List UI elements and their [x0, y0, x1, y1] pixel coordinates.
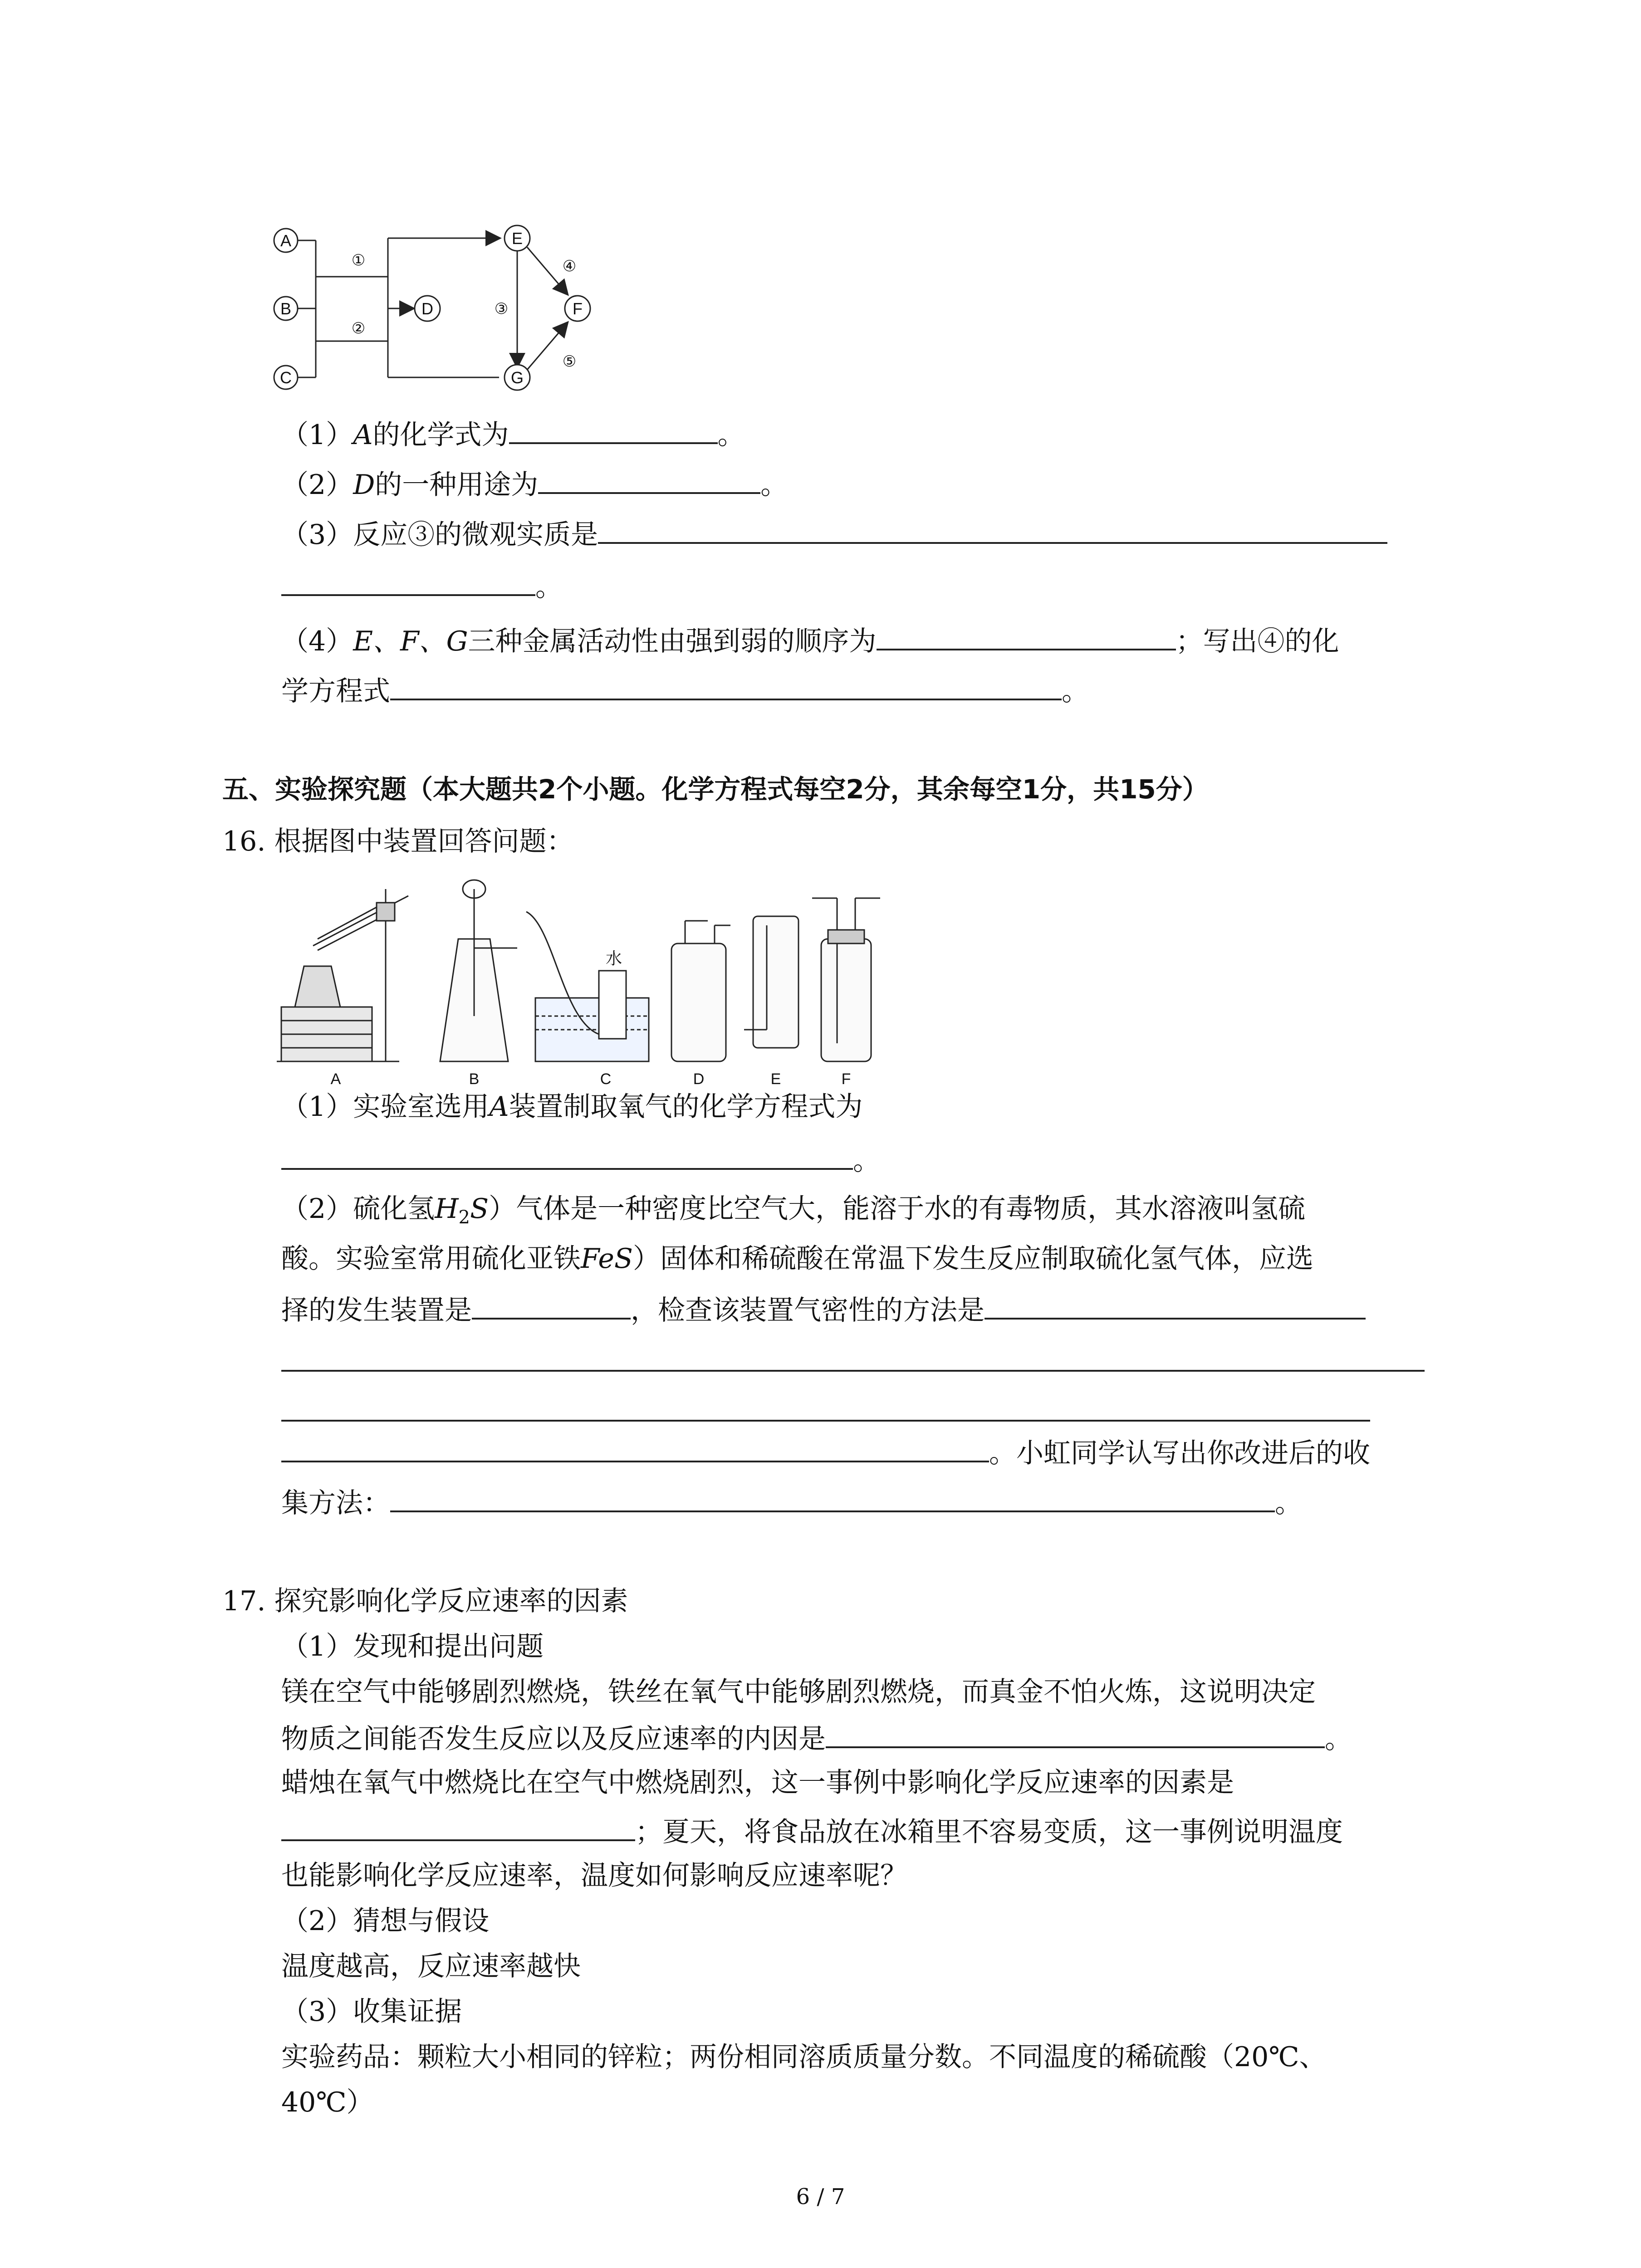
- answer-blank[interactable]: [877, 621, 1176, 650]
- q16-part2-l7-prefix: 集方法：: [281, 1487, 390, 1519]
- h2s-subscript: 2: [458, 1207, 470, 1228]
- apparatus-label-e: E: [770, 1070, 781, 1088]
- water-label: 水: [606, 949, 622, 968]
- q15-part4-mid: ；写出④的化: [1176, 626, 1339, 657]
- q15-part2-var: D: [353, 469, 375, 501]
- answer-blank[interactable]: [509, 415, 718, 444]
- node-f: F: [573, 299, 583, 318]
- reaction-diagram: [272, 213, 635, 408]
- q15-part4-cont: [281, 671, 1089, 709]
- q16-part2-l2-prefix: 酸。实验室常用硫化亚铁: [281, 1243, 581, 1275]
- answer-blank[interactable]: [390, 1483, 1275, 1512]
- q15-part4-line2: 学方程式: [281, 675, 390, 707]
- answer-line[interactable]: [281, 1420, 1370, 1422]
- q16-part2-line7: [281, 1483, 1302, 1521]
- q15-part3-end: 。: [535, 571, 563, 603]
- q16-part1-var: A: [489, 1091, 509, 1123]
- q17-l6: 温度越高，反应速率越快: [281, 1950, 581, 1982]
- section-5-title: 五、实验探究题（本大题共2个小题。化学方程式每空2分，其余每空1分，共15分）: [222, 774, 1209, 805]
- q15-part1: [281, 415, 745, 453]
- q17-number: 17.: [222, 1585, 266, 1617]
- q15-part1-var: A: [353, 419, 373, 451]
- q17-stem: [222, 1583, 628, 1619]
- q15-part1-text: 的化学式为: [372, 419, 509, 451]
- q15-part4-end: 。: [1062, 675, 1089, 707]
- q16-part2-line6: [281, 1433, 1370, 1471]
- q15-part3-cont: [281, 567, 563, 605]
- answer-blank[interactable]: [281, 567, 535, 596]
- q17-l1: 镁在空气中能够剧烈燃烧，铁丝在氧气中能够剧烈燃烧，而真金不怕火炼，这说明决定: [281, 1676, 1316, 1708]
- q17-l4: [281, 1812, 1343, 1850]
- q17-l2-prefix: 物质之间能否发生反应以及反应速率的内因是: [281, 1723, 826, 1755]
- q15-part3: [281, 515, 1387, 553]
- node-g: G: [510, 368, 524, 387]
- q17-s1: （1）发现和提出问题: [281, 1631, 544, 1662]
- q15-part2-prefix: （2）: [281, 469, 353, 501]
- answer-blank[interactable]: [281, 1141, 853, 1170]
- answer-line[interactable]: [281, 1370, 1425, 1372]
- answer-blank[interactable]: [472, 1290, 631, 1320]
- q16-stem: [222, 823, 574, 860]
- q16-part2-l3-mid: ，检查该装置气密性的方法是: [631, 1295, 985, 1326]
- node-b: B: [280, 299, 292, 318]
- page-number: 6 / 7: [796, 2184, 845, 2209]
- q17-l5: 也能影响化学反应速率，温度如何影响反应速率呢？: [281, 1860, 907, 1892]
- q15-part1-prefix: （1）: [281, 419, 353, 451]
- node-a: A: [280, 231, 292, 250]
- q16-part2-l1-text: ）气体是一种密度比空气大，能溶于水的有毒物质，其水溶液叫氢硫: [489, 1193, 1306, 1225]
- q15-part1-end: 。: [717, 419, 745, 451]
- answer-blank[interactable]: [598, 515, 1387, 544]
- apparatus-label-b: B: [469, 1070, 480, 1088]
- q17-s3: （3）收集证据: [281, 1996, 462, 2028]
- q16-part2-l7-end: 。: [1275, 1487, 1302, 1519]
- fes-formula: FeS: [581, 1243, 633, 1275]
- q16-stem-text: 根据图中装置回答问题：: [274, 826, 574, 857]
- q16-part1-cont: [281, 1141, 880, 1179]
- q16-part2-l3-prefix: 择的发生装置是: [281, 1295, 472, 1326]
- apparatus-label-c: C: [600, 1070, 612, 1088]
- answer-blank[interactable]: [281, 1433, 989, 1462]
- q16-part1-prefix: （1）实验室选用: [281, 1091, 490, 1123]
- q15-part4-text: 三种金属活动性由强到弱的顺序为: [468, 626, 877, 657]
- q15-part2-end: 。: [760, 469, 788, 501]
- q17-l8: 40℃）: [281, 2087, 374, 2118]
- h2s-h: H: [435, 1193, 459, 1225]
- reaction-1-label: ①: [351, 252, 366, 269]
- answer-blank[interactable]: [390, 671, 1062, 700]
- reaction-2-label: ②: [351, 320, 366, 337]
- h2s-s: S: [470, 1193, 489, 1225]
- lab-apparatus-figure: [272, 871, 930, 1089]
- q16-number: 16.: [222, 826, 266, 857]
- q17-l2: [281, 1719, 1352, 1757]
- q16-part1-end: 。: [853, 1145, 880, 1177]
- apparatus-label-a: A: [330, 1070, 341, 1088]
- q15-part4-vars: E、F、G: [353, 626, 468, 657]
- reaction-3-label: ③: [494, 300, 509, 318]
- answer-blank[interactable]: [826, 1719, 1325, 1748]
- answer-blank[interactable]: [538, 465, 760, 494]
- q15-part2-text: 的一种用途为: [375, 469, 539, 501]
- q17-l4-text: ；夏天，将食品放在冰箱里不容易变质，这一事例说明温度: [635, 1816, 1343, 1848]
- answer-blank[interactable]: [281, 1812, 635, 1841]
- q17-l2-end: 。: [1325, 1723, 1352, 1755]
- node-d: D: [421, 299, 433, 318]
- q16-part2-l2-text: ）固体和稀硫酸在常温下发生反应制取硫化氢气体，应选: [632, 1243, 1313, 1275]
- q17-stem-text: 探究影响化学反应速率的因素: [274, 1585, 628, 1617]
- apparatus-label-d: D: [693, 1070, 705, 1088]
- q16-part1-text: 装置制取氧气的化学方程式为: [509, 1091, 863, 1123]
- answer-blank[interactable]: [985, 1290, 1366, 1320]
- apparatus-label-f: F: [841, 1070, 851, 1088]
- q16-part2-line2: [281, 1241, 1313, 1277]
- reaction-5-label: ⑤: [562, 353, 577, 370]
- q17-s2: （2）猜想与假设: [281, 1905, 490, 1937]
- node-c: C: [280, 368, 292, 387]
- q15-part2: [281, 465, 788, 503]
- q17-l3: 蜡烛在氧气中燃烧比在空气中燃烧剧烈，这一事例中影响化学反应速率的因素是: [281, 1767, 1234, 1799]
- q15-part4-prefix: （4）: [281, 626, 353, 657]
- q16-part2-l6-end: 。小虹同学认写出你改进后的收: [989, 1437, 1370, 1469]
- q16-part2-line1: [281, 1191, 1305, 1236]
- q15-part3-text: （3）反应③的微观实质是: [281, 519, 598, 551]
- q16-part1: [281, 1089, 863, 1125]
- q16-part2-line3: [281, 1290, 1366, 1329]
- node-e: E: [511, 229, 523, 248]
- q16-part2-l1-prefix: （2）硫化氢: [281, 1193, 435, 1225]
- q15-part4: [281, 621, 1339, 660]
- q17-l7: 实验药品：颗粒大小相同的锌粒；两份相同溶质质量分数。不同温度的稀硫酸（20℃、: [281, 2041, 1327, 2073]
- reaction-4-label: ④: [562, 258, 577, 275]
